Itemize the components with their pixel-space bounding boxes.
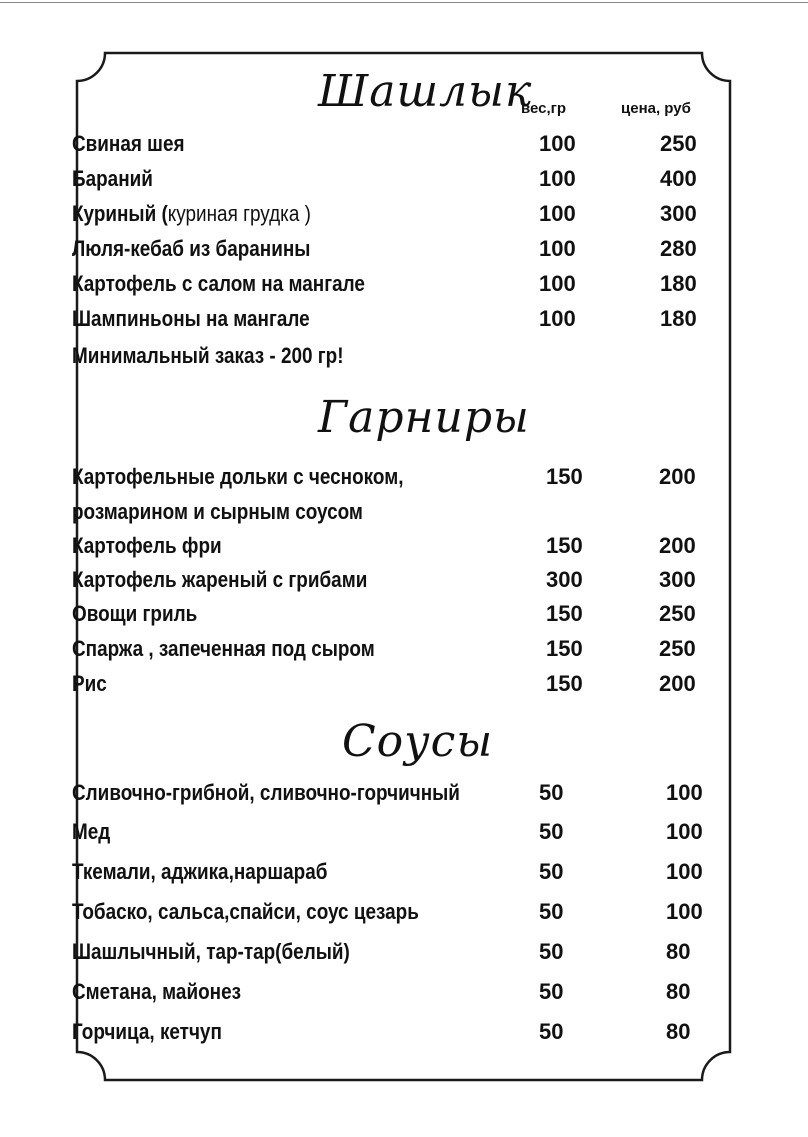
item-weight: 100 [539, 166, 576, 191]
menu-item [72, 201, 732, 231]
menu-item [72, 306, 732, 336]
item-weight: 150 [546, 671, 583, 696]
item-name: Сливочно-грибной, сливочно-горчичный [72, 780, 460, 805]
item-price: 100 [666, 780, 703, 805]
item-weight: 50 [539, 899, 564, 924]
item-price: 80 [666, 979, 691, 1004]
item-name: Шампиньоны на мангале [72, 306, 310, 331]
item-weight: 50 [539, 859, 564, 884]
column-header-price: цена, руб [621, 100, 691, 117]
menu-item [72, 979, 732, 1009]
item-price: 300 [659, 567, 696, 592]
column-header-weight: вес,гр [521, 100, 567, 117]
menu-item [72, 533, 732, 563]
item-name: Свиная шея [72, 131, 185, 156]
item-weight: 50 [539, 819, 564, 844]
item-price: 250 [659, 601, 696, 626]
item-name: Бараний [72, 166, 153, 191]
item-name: Картофель жареный с грибами [72, 567, 368, 592]
item-weight: 300 [546, 567, 583, 592]
item-price: 80 [666, 939, 691, 964]
item-weight: 150 [546, 601, 583, 626]
item-price: 200 [659, 464, 696, 489]
item-weight: 100 [539, 201, 576, 226]
item-name: Шашлычный, тар-тар(белый) [72, 939, 350, 964]
menu-item [72, 780, 732, 810]
item-name: Люля-кебаб из баранины [72, 236, 311, 261]
item-price: 100 [666, 819, 703, 844]
item-name: Картофель с салом на мангале [72, 271, 365, 296]
item-name: Спаржа , запеченная под сыром [72, 636, 375, 661]
item-price: 180 [660, 306, 697, 331]
item-weight: 50 [539, 939, 564, 964]
item-weight: 100 [539, 306, 576, 331]
section-title-sousy: Соусы [342, 716, 494, 767]
menu-item [72, 567, 732, 597]
menu-item [72, 236, 732, 266]
menu-item [72, 131, 732, 161]
section-title-garniry: Гарниры [318, 392, 530, 443]
min-order-text: Минимальный заказ - 200 гр! [72, 343, 344, 368]
min-order-note [72, 343, 732, 373]
item-name-main: Куриный ( [72, 201, 168, 226]
menu-item [72, 899, 732, 929]
item-weight: 50 [539, 1019, 564, 1044]
item-name: Сметана, майонез [72, 979, 242, 1004]
item-name: Мед [72, 819, 111, 844]
item-name [72, 201, 311, 227]
item-price: 400 [660, 166, 697, 191]
menu-item [72, 819, 732, 849]
item-name: Картофельные дольки с чесноком, [72, 464, 404, 489]
item-name-note: куриная грудка ) [167, 201, 311, 226]
item-weight: 100 [539, 131, 576, 156]
item-price: 280 [660, 236, 697, 261]
menu-item [72, 499, 732, 529]
menu-item [72, 636, 732, 666]
item-name: Рис [72, 671, 107, 696]
menu-item [72, 271, 732, 301]
item-price: 300 [660, 201, 697, 226]
item-weight: 50 [539, 979, 564, 1004]
section-title-shashlyk: Шашлык [318, 66, 533, 117]
item-name: Овощи гриль [72, 601, 198, 626]
menu-item [72, 671, 732, 701]
item-weight: 150 [546, 464, 583, 489]
item-price: 100 [666, 899, 703, 924]
item-name: Горчица, кетчуп [72, 1019, 222, 1044]
item-price: 200 [659, 533, 696, 558]
item-weight: 150 [546, 533, 583, 558]
item-price: 80 [666, 1019, 691, 1044]
item-weight: 150 [546, 636, 583, 661]
item-weight: 100 [539, 236, 576, 261]
menu-item [72, 464, 732, 494]
item-name: Картофель фри [72, 533, 222, 558]
item-weight: 100 [539, 271, 576, 296]
item-price: 180 [660, 271, 697, 296]
item-name: Тобаско, сальса,спайси, соус цезарь [72, 899, 419, 924]
item-name: Ткемали, аджика,наршараб [72, 859, 328, 884]
item-price: 100 [666, 859, 703, 884]
item-price: 250 [659, 636, 696, 661]
menu-item [72, 1019, 732, 1049]
menu-item [72, 859, 732, 889]
menu-item [72, 601, 732, 631]
item-weight: 50 [539, 780, 564, 805]
item-name: розмарином и сырным соусом [72, 499, 363, 524]
menu-item [72, 939, 732, 969]
menu-item [72, 166, 732, 196]
item-price: 200 [659, 671, 696, 696]
item-price: 250 [660, 131, 697, 156]
